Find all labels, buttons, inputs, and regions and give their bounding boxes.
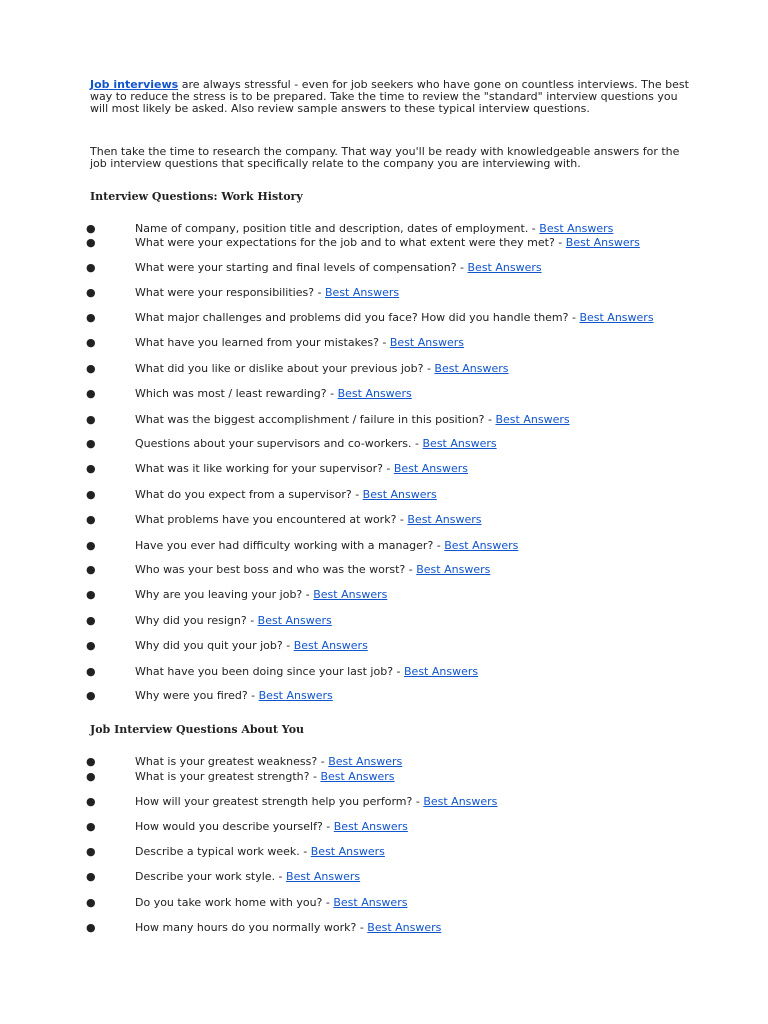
bullet-icon: ● bbox=[86, 236, 96, 249]
about-you-heading: Job Interview Questions About You bbox=[90, 723, 305, 736]
best-answers-link[interactable]: Best Answers bbox=[407, 513, 482, 526]
list-item bbox=[0, 513, 768, 527]
list-item bbox=[0, 413, 768, 427]
best-answers-link[interactable]: Best Answers bbox=[325, 286, 400, 299]
best-answers-link[interactable]: Best Answers bbox=[333, 820, 408, 833]
best-answers-link[interactable]: Best Answers bbox=[565, 236, 640, 249]
bullet-icon: ● bbox=[86, 336, 96, 349]
question-text: What was the biggest accomplishment / failure in this position? - bbox=[135, 413, 496, 426]
bullet-icon: ● bbox=[86, 770, 96, 783]
best-answers-link[interactable]: Best Answers bbox=[416, 563, 491, 576]
best-answers-link[interactable]: Best Answers bbox=[422, 437, 497, 450]
list-item bbox=[0, 921, 768, 935]
bullet-icon: ● bbox=[86, 588, 96, 601]
question-text: What were your responsibilities? - bbox=[135, 286, 326, 299]
list-item bbox=[0, 286, 768, 300]
best-answers-link[interactable]: Best Answers bbox=[423, 795, 498, 808]
bullet-icon: ● bbox=[86, 921, 96, 934]
question-text: Describe your work style. - bbox=[135, 870, 287, 883]
best-answers-link[interactable]: Best Answers bbox=[579, 311, 654, 324]
question-text: Why did you quit your job? - bbox=[135, 639, 294, 652]
work-history-heading: Interview Questions: Work History bbox=[90, 190, 303, 203]
bullet-icon: ● bbox=[86, 845, 96, 858]
question-text: Who was your best boss and who was the worst? - bbox=[135, 563, 417, 576]
list-item bbox=[0, 689, 768, 703]
bullet-icon: ● bbox=[86, 222, 96, 235]
list-item bbox=[0, 845, 768, 859]
best-answers-link[interactable]: Best Answers bbox=[404, 665, 479, 678]
bullet-icon: ● bbox=[86, 286, 96, 299]
question-text: What have you been doing since your last job? - bbox=[135, 665, 405, 678]
question-text: What is your greatest weakness? - bbox=[135, 755, 329, 768]
best-answers-link[interactable]: Best Answers bbox=[393, 462, 468, 475]
best-answers-link[interactable]: Best Answers bbox=[434, 362, 509, 375]
best-answers-link[interactable]: Best Answers bbox=[313, 588, 388, 601]
list-item bbox=[0, 770, 768, 784]
best-answers-link[interactable]: Best Answers bbox=[444, 539, 519, 552]
best-answers-link[interactable]: Best Answers bbox=[286, 870, 361, 883]
list-item bbox=[0, 820, 768, 834]
question-text: What is your greatest strength? - bbox=[135, 770, 321, 783]
list-item bbox=[0, 261, 768, 275]
question-text: What was it like working for your supervisor? - bbox=[135, 462, 394, 475]
intro-paragraph bbox=[90, 79, 690, 115]
list-item bbox=[0, 755, 768, 769]
list-item bbox=[0, 539, 768, 553]
question-text: How would you describe yourself? - bbox=[135, 820, 334, 833]
bullet-icon: ● bbox=[86, 563, 96, 576]
question-text: How will your greatest strength help you perform? - bbox=[135, 795, 424, 808]
question-text: What did you like or dislike about your previous job? - bbox=[135, 362, 435, 375]
bullet-icon: ● bbox=[86, 614, 96, 627]
question-text: What do you expect from a supervisor? - bbox=[135, 488, 363, 501]
list-item bbox=[0, 387, 768, 401]
best-answers-link[interactable]: Best Answers bbox=[495, 413, 570, 426]
best-answers-link[interactable]: Best Answers bbox=[258, 689, 333, 702]
best-answers-link[interactable]: Best Answers bbox=[310, 845, 385, 858]
question-text: Which was most / least rewarding? - bbox=[135, 387, 338, 400]
question-text: What were your expectations for the job and to what extent were they met? - bbox=[135, 236, 566, 249]
list-item bbox=[0, 222, 768, 236]
list-item bbox=[0, 665, 768, 679]
bullet-icon: ● bbox=[86, 539, 96, 552]
question-text: What problems have you encountered at work? - bbox=[135, 513, 408, 526]
bullet-icon: ● bbox=[86, 755, 96, 768]
question-text: Why are you leaving your job? - bbox=[135, 588, 314, 601]
list-item bbox=[0, 896, 768, 910]
list-item bbox=[0, 488, 768, 502]
bullet-icon: ● bbox=[86, 387, 96, 400]
question-text: Why did you resign? - bbox=[135, 614, 258, 627]
list-item bbox=[0, 614, 768, 628]
bullet-icon: ● bbox=[86, 639, 96, 652]
best-answers-link[interactable]: Best Answers bbox=[337, 387, 412, 400]
list-item bbox=[0, 336, 768, 350]
bullet-icon: ● bbox=[86, 795, 96, 808]
list-item bbox=[0, 639, 768, 653]
research-paragraph: Then take the time to research the company. That way you'll be ready with knowledgeable answers for the job interview questions that specifically relate to the company you are interviewing with. bbox=[90, 145, 680, 170]
list-item bbox=[0, 870, 768, 884]
question-text: What major challenges and problems did you face? How did you handle them? - bbox=[135, 311, 580, 324]
intro-paragraph-text: are always stressful - even for job seekers who have gone on countless interviews. The best way to reduce the stress is to be prepared. Take the time to review the "standard" interview questions you will most likely be asked. Also review sample answers to these typical interview questions. bbox=[90, 78, 689, 115]
bullet-icon: ● bbox=[86, 870, 96, 883]
question-text: How many hours do you normally work? - bbox=[135, 921, 368, 934]
best-answers-link[interactable]: Best Answers bbox=[467, 261, 542, 274]
best-answers-link[interactable]: Best Answers bbox=[257, 614, 332, 627]
question-text: What have you learned from your mistakes? - bbox=[135, 336, 390, 349]
question-text: Have you ever had difficulty working with a manager? - bbox=[135, 539, 445, 552]
list-item bbox=[0, 437, 768, 451]
bullet-icon: ● bbox=[86, 311, 96, 324]
bullet-icon: ● bbox=[86, 362, 96, 375]
bullet-icon: ● bbox=[86, 488, 96, 501]
list-item bbox=[0, 588, 768, 602]
bullet-icon: ● bbox=[86, 261, 96, 274]
question-text: Why were you fired? - bbox=[135, 689, 259, 702]
list-item bbox=[0, 795, 768, 809]
list-item bbox=[0, 362, 768, 376]
best-answers-link[interactable]: Best Answers bbox=[328, 755, 403, 768]
list-item bbox=[0, 236, 768, 250]
question-text: Do you take work home with you? - bbox=[135, 896, 334, 909]
question-text: Name of company, position title and description, dates of employment. - bbox=[135, 222, 540, 235]
best-answers-link[interactable]: Best Answers bbox=[320, 770, 395, 783]
best-answers-link[interactable]: Best Answers bbox=[333, 896, 408, 909]
question-text: Questions about your supervisors and co-workers. - bbox=[135, 437, 423, 450]
question-text: What were your starting and final levels of compensation? - bbox=[135, 261, 468, 274]
job-interviews-link[interactable]: Job interviews bbox=[90, 78, 179, 91]
list-item bbox=[0, 462, 768, 476]
bullet-icon: ● bbox=[86, 413, 96, 426]
best-answers-link[interactable]: Best Answers bbox=[389, 336, 464, 349]
best-answers-link[interactable]: Best Answers bbox=[362, 488, 437, 501]
bullet-icon: ● bbox=[86, 462, 96, 475]
bullet-icon: ● bbox=[86, 665, 96, 678]
best-answers-link[interactable]: Best Answers bbox=[539, 222, 614, 235]
best-answers-link[interactable]: Best Answers bbox=[367, 921, 442, 934]
bullet-icon: ● bbox=[86, 896, 96, 909]
bullet-icon: ● bbox=[86, 820, 96, 833]
bullet-icon: ● bbox=[86, 689, 96, 702]
list-item bbox=[0, 311, 768, 325]
best-answers-link[interactable]: Best Answers bbox=[293, 639, 368, 652]
question-text: Describe a typical work week. - bbox=[135, 845, 311, 858]
bullet-icon: ● bbox=[86, 437, 96, 450]
list-item bbox=[0, 563, 768, 577]
bullet-icon: ● bbox=[86, 513, 96, 526]
